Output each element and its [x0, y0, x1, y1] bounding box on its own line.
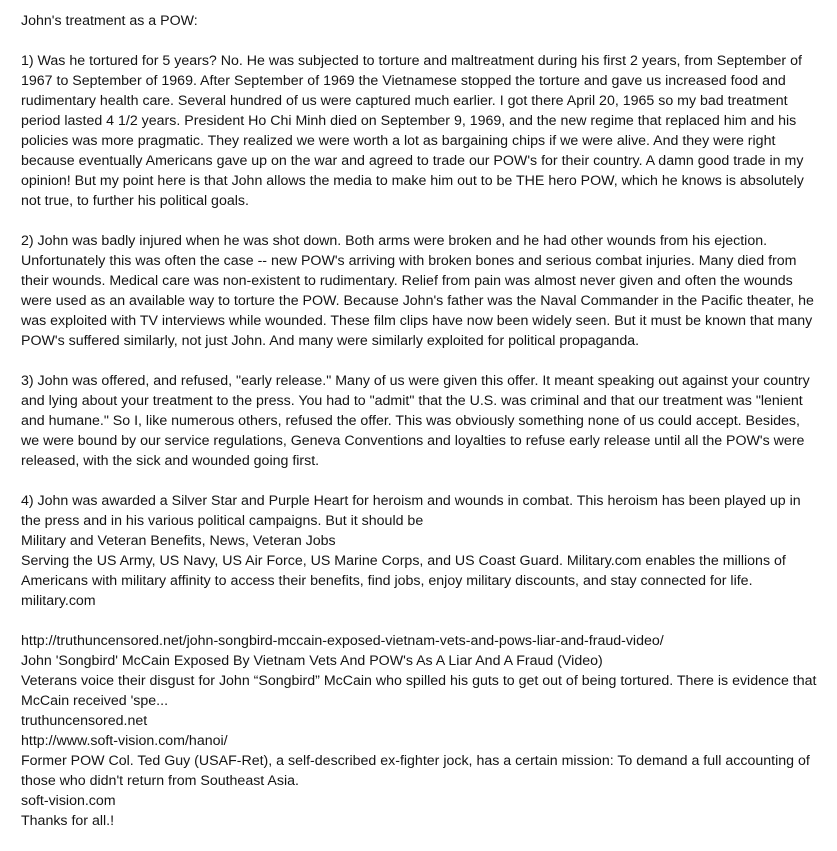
truthuncensored-url-link[interactable]: http://truthuncensored.net/john-songbird-mccain-exposed-vietnam-vets-and-pows-liar-and-fraud-video/: [21, 633, 664, 649]
link-preview-domain: soft-vision.com: [21, 793, 116, 809]
paragraph-3-text: 3) John was offered, and refused, "early release." Many of us were given this offer. It meant speaking out against your country and lying about your treatment to the press. You had to "admit" that the U.S. was criminal and that our treatment was "lenient and humane." So I, like numerous others, refused the offer. This was obviously something none of us could accept. Besides, we were bound by our service regulations, Geneva Conventions and loyalties to refuse early release until all the POW's were released, with the sick and wounded going first.: [21, 373, 810, 469]
paragraph-1: [21, 51, 822, 211]
paragraph-4: [21, 491, 822, 531]
link-preview-title[interactable]: John 'Songbird' McCain Exposed By Vietnam Vets And POW's As A Liar And A Fraud (Video): [21, 653, 603, 669]
link-preview-description: Serving the US Army, US Navy, US Air Force, US Marine Corps, and US Coast Guard. Military.com enables the millions of Americans with military affinity to access their benefits, find jobs, enjoy military discounts, and stay connected for life.: [21, 553, 786, 589]
closing-text: Thanks for all.!: [21, 813, 115, 829]
soft-vision-url-link[interactable]: http://www.soft-vision.com/hanoi/: [21, 733, 228, 749]
post-heading-block: [21, 11, 822, 31]
comment-body: [21, 11, 822, 831]
closing-block: [21, 811, 822, 831]
link-preview-domain: military.com: [21, 593, 96, 609]
paragraph-2-text: 2) John was badly injured when he was shot down. Both arms were broken and he had other wounds from his ejection. Unfortunately this was often the case -- new POW's arriving with broken bones and serious combat injuries. Many died from their wounds. Medical care was non-existent to rudimentary. Relief from pain was almost never given and often the wounds were used as an available way to torture the POW. Because John's father was the Naval Commander in the Pacific theater, he was exploited with TV interviews while wounded. These film clips have now been widely seen. But it must be known that many POW's suffered similarly, not just John. And many were similarly exploited for political propaganda.: [21, 233, 814, 349]
paragraph-3: [21, 371, 822, 471]
link-preview-domain: truthuncensored.net: [21, 713, 148, 729]
link-preview-description: Former POW Col. Ted Guy (USAF-Ret), a self-described ex-fighter jock, has a certain mission: To demand a full accounting of those who didn't return from Southeast Asia.: [21, 753, 810, 789]
link-block-truthuncensored: [21, 631, 822, 731]
link-preview-military[interactable]: [21, 531, 822, 611]
paragraph-1-text: 1) Was he tortured for 5 years? No. He was subjected to torture and maltreatment during his first 2 years, from September of 1967 to September of 1969. After September of 1969 the Vietnamese stopped the torture and gave us increased food and rudimentary health care. Several hundred of us were captured much earlier. I got there April 20, 1965 so my bad treatment period lasted 4 1/2 years. President Ho Chi Minh died on September 9, 1969, and the new regime that replaced him and his policies was more pragmatic. They realized we were worth a lot as bargaining chips if we were alive. And they were right because eventually Americans gave up on the war and agreed to trade our POW's for their country. A damn good trade in my opinion! But my point here is that John allows the media to make him out to be THE hero POW, which he knows is absolutely not true, to further his political goals.: [21, 53, 804, 209]
link-block-soft-vision: [21, 731, 822, 811]
paragraph-4-text: 4) John was awarded a Silver Star and Purple Heart for heroism and wounds in combat. This heroism has been played up in the press and in his various political campaigns. But it should be: [21, 493, 801, 529]
post-heading: John's treatment as a POW:: [21, 13, 198, 29]
paragraph-2: [21, 231, 822, 351]
link-preview-title[interactable]: Military and Veteran Benefits, News, Veteran Jobs: [21, 533, 336, 549]
link-preview-description: Veterans voice their disgust for John “Songbird” McCain who spilled his guts to get out of being tortured. There is evidence that McCain received 'spe...: [21, 673, 817, 709]
